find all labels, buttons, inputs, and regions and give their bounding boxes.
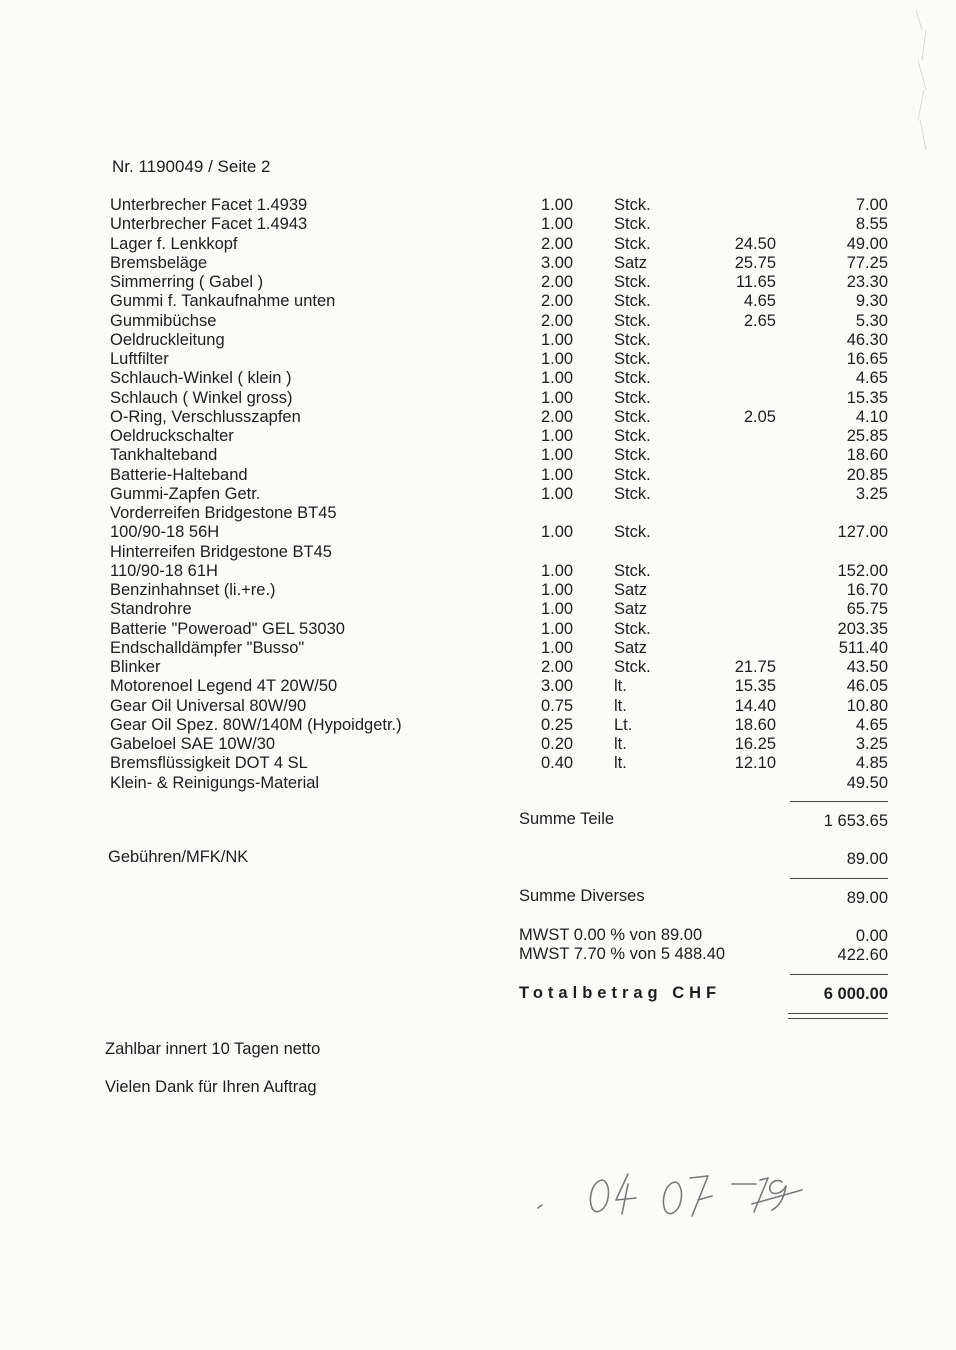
grand-total-amount: 6 000.00 [823, 985, 888, 1003]
thank-you-note: Vielen Dank für Ihren Auftrag [105, 1078, 317, 1096]
line-item-row [0, 600, 956, 619]
item-total: 49.50 [846, 773, 888, 792]
item-quantity: 1.00 [541, 619, 574, 638]
item-description: Klein- & Reinigungs-Material [110, 773, 320, 792]
item-total: 16.65 [846, 350, 888, 368]
line-item-row [0, 639, 956, 658]
item-quantity: 0.40 [541, 754, 574, 773]
item-description: Oeldruckschalter [110, 427, 234, 445]
payment-terms: Zahlbar innert 10 Tagen netto [105, 1040, 321, 1058]
item-description: Bremsbeläge [110, 253, 208, 272]
item-description: Simmerring ( Gabel ) [110, 273, 264, 291]
item-unit: lt. [614, 735, 627, 753]
item-total: 5.30 [855, 311, 888, 330]
item-quantity: 1.00 [541, 484, 574, 503]
item-total: 7.00 [855, 196, 888, 214]
misc-sum-label: Summe Diverses [519, 887, 645, 905]
line-item-row [0, 504, 956, 523]
misc-sum-amount: 89.00 [846, 889, 888, 907]
item-total: 65.75 [846, 600, 888, 619]
item-description: Endschalldämpfer "Busso" [110, 638, 305, 657]
fees-amount: 89.00 [846, 850, 888, 868]
item-description: Unterbrecher Facet 1.4943 [110, 215, 308, 234]
item-description: Blinker [110, 658, 161, 676]
item-unit-price: 14.40 [734, 696, 776, 715]
item-unit: Stck. [614, 446, 651, 465]
item-unit: Stck. [614, 465, 651, 484]
item-quantity: 1.00 [541, 196, 574, 214]
item-description: Gummi f. Tankaufnahme unten [110, 292, 336, 311]
item-description: Schlauch ( Winkel gross) [110, 388, 293, 407]
item-unit: Stck. [614, 427, 651, 445]
line-item-row [0, 350, 956, 369]
item-unit: lt. [614, 677, 627, 696]
line-item-row [0, 292, 956, 311]
item-description: Batterie-Halteband [110, 465, 248, 484]
line-item-row [0, 523, 956, 542]
item-quantity: 2.00 [541, 234, 574, 253]
item-quantity: 1.00 [541, 350, 574, 368]
item-description: Hinterreifen Bridgestone BT45 [110, 542, 332, 561]
item-quantity: 2.00 [541, 292, 574, 311]
item-description: 110/90-18 61H [110, 561, 218, 580]
item-total: 4.10 [855, 407, 888, 426]
item-total: 8.55 [855, 215, 888, 234]
item-unit: Stck. [614, 523, 651, 542]
item-unit: Stck. [614, 350, 651, 368]
item-total: 4.65 [855, 369, 888, 388]
item-quantity: 1.00 [541, 388, 574, 407]
item-description: Motorenoel Legend 4T 20W/50 [110, 677, 338, 696]
line-item-row [0, 215, 956, 234]
vat-line-2-label: MWST 7.70 % von 5 488.40 [519, 945, 726, 963]
item-description: Gummi-Zapfen Getr. [110, 484, 261, 503]
item-unit: Stck. [614, 273, 651, 291]
divider [790, 974, 888, 975]
item-unit: Satz [614, 581, 648, 599]
item-unit: lt. [614, 696, 627, 715]
scan-margin-artifact [896, 0, 946, 160]
item-unit: Stck. [614, 561, 651, 580]
item-unit-price: 12.10 [734, 754, 776, 773]
line-item-row [0, 774, 956, 793]
line-item-row [0, 408, 956, 427]
line-item-row [0, 735, 956, 754]
line-item-row [0, 235, 956, 254]
item-quantity: 3.00 [541, 677, 574, 696]
line-item-row [0, 446, 956, 465]
item-quantity: 0.25 [541, 715, 574, 734]
item-description: Lager f. Lenkkopf [110, 234, 238, 253]
item-unit: Stck. [614, 658, 651, 676]
item-description: Luftfilter [110, 350, 169, 368]
item-quantity: 1.00 [541, 600, 574, 619]
line-item-row [0, 658, 956, 677]
line-item-row [0, 466, 956, 485]
line-item-row [0, 543, 956, 562]
item-description: Tankhalteband [110, 446, 218, 465]
item-total: 4.85 [855, 754, 888, 773]
item-unit: Satz [614, 253, 648, 272]
item-unit: Stck. [614, 619, 651, 638]
fees-label: Gebühren/MFK/NK [108, 848, 249, 866]
divider [790, 801, 888, 802]
item-total: 20.85 [846, 465, 888, 484]
item-unit: Lt. [614, 715, 633, 734]
item-quantity: 1.00 [541, 523, 574, 542]
line-item-row [0, 677, 956, 696]
item-total: 46.05 [846, 677, 888, 696]
item-unit: Satz [614, 638, 648, 657]
item-total: 49.00 [846, 234, 888, 253]
item-description: Batterie "Poweroad" GEL 53030 [110, 619, 345, 638]
item-total: 127.00 [837, 523, 888, 542]
parts-sum-label: Summe Teile [519, 810, 615, 828]
item-unit: Stck. [614, 234, 651, 253]
item-description: Oeldruckleitung [110, 330, 225, 349]
line-item-row [0, 312, 956, 331]
grand-total-label: Totalbetrag CHF [519, 984, 722, 1002]
item-unit-price: 21.75 [734, 658, 776, 676]
line-item-row [0, 716, 956, 735]
line-item-row [0, 562, 956, 581]
item-total: 25.85 [846, 427, 888, 445]
item-total: 10.80 [846, 696, 888, 715]
item-quantity: 1.00 [541, 638, 574, 657]
vat-line-1-amount: 0.00 [855, 927, 888, 945]
item-description: Schlauch-Winkel ( klein ) [110, 369, 292, 388]
item-quantity: 1.00 [541, 561, 574, 580]
item-unit-price: 2.65 [743, 311, 776, 330]
line-items-table [0, 196, 956, 793]
item-unit: Stck. [614, 311, 651, 330]
item-quantity: 2.00 [541, 658, 574, 676]
item-quantity: 1.00 [541, 369, 574, 388]
item-unit: lt. [614, 754, 627, 773]
item-unit-price: 2.05 [743, 407, 776, 426]
item-quantity: 2.00 [541, 311, 574, 330]
item-quantity: 3.00 [541, 253, 574, 272]
item-unit: Stck. [614, 484, 651, 503]
item-quantity: 0.75 [541, 696, 574, 715]
line-item-row [0, 620, 956, 639]
item-unit: Stck. [614, 369, 651, 388]
item-total: 9.30 [855, 292, 888, 311]
item-unit-price: 15.35 [734, 677, 776, 696]
item-description: Bremsflüssigkeit DOT 4 SL [110, 754, 308, 773]
divider [790, 878, 888, 879]
item-total: 3.25 [855, 484, 888, 503]
line-item-row [0, 485, 956, 504]
line-item-row [0, 697, 956, 716]
item-quantity: 0.20 [541, 735, 574, 753]
item-unit: Stck. [614, 407, 651, 426]
item-quantity: 1.00 [541, 427, 574, 445]
line-item-row [0, 331, 956, 350]
item-total: 3.25 [855, 735, 888, 753]
item-description: Gummibüchse [110, 311, 217, 330]
item-quantity: 1.00 [541, 215, 574, 234]
line-item-row [0, 196, 956, 215]
item-description: O-Ring, Verschlusszapfen [110, 407, 301, 426]
item-quantity: 1.00 [541, 581, 574, 599]
item-unit-price: 25.75 [734, 253, 776, 272]
item-unit: Stck. [614, 292, 651, 311]
item-total: 4.65 [855, 715, 888, 734]
item-description: Gabeloel SAE 10W/30 [110, 735, 276, 753]
item-total: 77.25 [846, 253, 888, 272]
item-total: 43.50 [846, 658, 888, 676]
item-unit: Stck. [614, 196, 651, 214]
item-unit-price: 16.25 [734, 735, 776, 753]
parts-sum-amount: 1 653.65 [823, 812, 888, 830]
item-quantity: 1.00 [541, 446, 574, 465]
item-total: 18.60 [846, 446, 888, 465]
item-total: 203.35 [837, 619, 888, 638]
item-total: 511.40 [838, 638, 888, 657]
vat-line-1-label: MWST 0.00 % von 89.00 [519, 926, 703, 944]
item-quantity: 1.00 [541, 465, 574, 484]
item-quantity: 2.00 [541, 407, 574, 426]
item-quantity: 2.00 [541, 273, 574, 291]
vat-line-2-amount: 422.60 [837, 946, 888, 964]
handwritten-date [520, 1160, 850, 1230]
item-description: Gear Oil Spez. 80W/140M (Hypoidgetr.) [110, 715, 402, 734]
item-unit: Stck. [614, 215, 651, 234]
item-quantity: 1.00 [541, 330, 574, 349]
item-description: Standrohre [110, 600, 192, 619]
item-total: 152.00 [837, 561, 888, 580]
item-unit-price: 24.50 [734, 234, 776, 253]
item-unit: Stck. [614, 388, 651, 407]
item-total: 15.35 [846, 388, 888, 407]
double-underline [788, 1018, 888, 1019]
item-description: Gear Oil Universal 80W/90 [110, 696, 307, 715]
line-item-row [0, 389, 956, 408]
item-description: Benzinhahnset (li.+re.) [110, 581, 276, 599]
item-unit: Satz [614, 600, 648, 619]
item-unit: Stck. [614, 330, 651, 349]
item-unit-price: 11.65 [735, 273, 776, 291]
item-unit-price: 18.60 [734, 715, 776, 734]
item-unit-price: 4.65 [743, 292, 776, 311]
item-description: Vorderreifen Bridgestone BT45 [110, 504, 337, 522]
item-total: 46.30 [846, 330, 888, 349]
page-title: Nr. 1190049 / Seite 2 [112, 157, 271, 176]
line-item-row [0, 254, 956, 273]
item-total: 16.70 [846, 581, 888, 599]
item-description: 100/90-18 56H [110, 523, 220, 542]
item-description: Unterbrecher Facet 1.4939 [110, 196, 308, 214]
line-item-row [0, 369, 956, 388]
item-total: 23.30 [846, 273, 888, 291]
line-item-row [0, 427, 956, 446]
line-item-row [0, 273, 956, 292]
line-item-row [0, 754, 956, 773]
double-underline [788, 1013, 888, 1014]
line-item-row [0, 581, 956, 600]
